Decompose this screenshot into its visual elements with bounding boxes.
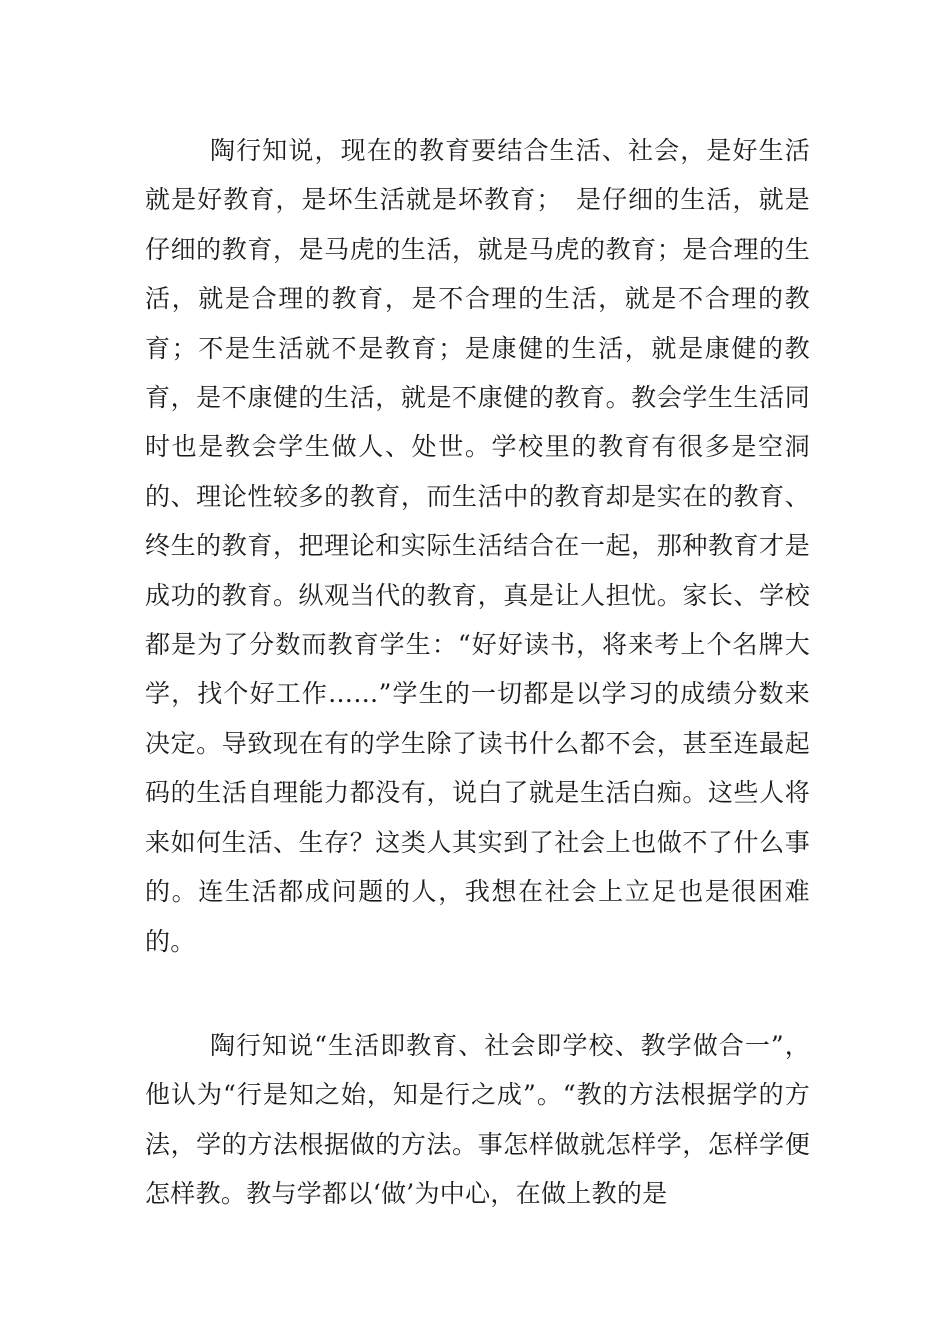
body-paragraph-1: 陶行知说，现在的教育要结合生活、社会，是好生活就是好教育，是坏生活就是坏教育； 是仔细的生活，就是仔细的教育，是马虎的生活，就是马虎的教育；是合理的生活，就是合理的教育，是不合理的生活，就是不合理的教育；不是生活就不是教育；是康健的生活，就是康健的教育，是不康健的生活，就是不康健的教育。教会学生生活同时也是教会学生做人、处世。学校里的教育有很多是空洞的、理论性较多的教育，而生活中的教育却是实在的教育、终生的教育，把理论和实际生活结合在一起，那种教育才是成功的教育。纵观当代的教育，真是让人担忧。家长、学校都是为了分数而教育学生：“好好读书，将来考上个名牌大学，找个好工作……”学生的一切都是以学习的成绩分数来决定。导致现在有的学生除了读书什么都不会，甚至连最起码的生活自理能力都没有，说白了就是生活白痴。这些人将来如何生活、生存？这类人其实到了社会上也做不了什么事的。连生活都成问题的人，我想在社会上立足也是很困难的。 (145, 136, 810, 956)
body-paragraph-2: 陶行知说“生活即教育、社会即学校、教学做合一”，他认为“行是知之始，知是行之成”。“教的方法根据学的方法，学的方法根据做的方法。事怎样做就怎样学，怎样学便怎样教。教与学都以‘做’为中心，在做上教的是 (145, 1031, 810, 1209)
